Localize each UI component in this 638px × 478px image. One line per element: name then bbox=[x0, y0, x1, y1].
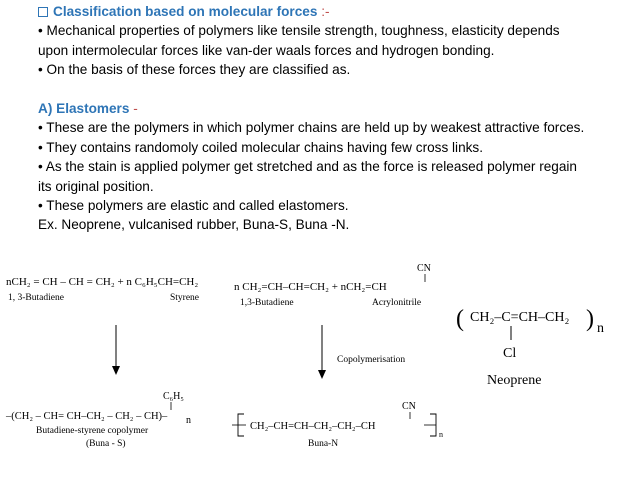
styrene-label: Styrene bbox=[170, 293, 200, 303]
cn-group: CN bbox=[417, 263, 431, 274]
section-heading: Classification based on molecular forces bbox=[53, 4, 318, 19]
buna-n-product-label: Buna-N bbox=[308, 439, 339, 449]
buna-s-arrowhead bbox=[112, 366, 120, 375]
bullet-line: • On the basis of these forces they are classified as. bbox=[38, 62, 351, 78]
right-paren: ) bbox=[586, 306, 594, 332]
example-line: Ex. Neoprene, vulcanised rubber, Buna-S, Buna -N. bbox=[38, 217, 350, 233]
heading-suffix: :- bbox=[317, 4, 330, 19]
buna-s-product-label: Butadiene-styrene copolymer bbox=[36, 426, 149, 436]
acrylonitrile-label: Acrylonitrile bbox=[372, 298, 422, 308]
neoprene-label: Neoprene bbox=[487, 373, 542, 388]
copolymerisation-label: Copolymerisation bbox=[337, 355, 406, 365]
subheading-suffix: - bbox=[129, 101, 138, 117]
elastomers-heading: A) Elastomers bbox=[38, 101, 130, 117]
buna-n-reaction: n CH₂=CH–CH=CH₂ + nCH₂=CH bbox=[234, 281, 387, 293]
elastomer-line: • These polymers are elastic and called elastomers. bbox=[38, 198, 349, 214]
buna-n-product: CH₂–CH=CH–CH₂–CH₂–CH bbox=[250, 421, 376, 432]
chlorine-substituent: Cl bbox=[503, 346, 517, 361]
left-paren: ( bbox=[456, 306, 464, 332]
neoprene-formula: CH₂–C=CH–CH₂ bbox=[470, 310, 570, 325]
elastomer-line: • They contains randomoly coiled molecular chains having few cross links. bbox=[38, 139, 484, 155]
elastomer-line: its original position. bbox=[38, 178, 154, 194]
neoprene-structure bbox=[456, 306, 604, 388]
buna-s-product: –(CH₂ – CH= CH–CH₂ – CH₂ – CH)– bbox=[6, 411, 168, 422]
bullet-line: upon intermolecular forces like van-der waals forces and hydrogen bonding. bbox=[38, 42, 495, 58]
phenyl-substituent: C₆H₅ bbox=[163, 391, 184, 402]
elastomer-line: • These are the polymers in which polymer chains are held up by weakest attractive forces. bbox=[38, 120, 585, 136]
butadiene-label: 1,3-Butadiene bbox=[240, 298, 294, 308]
buna-s-scheme bbox=[5, 276, 199, 449]
subscript-n: n bbox=[597, 321, 604, 336]
buna-n-scheme bbox=[232, 263, 443, 449]
subscript-n: n bbox=[186, 415, 191, 426]
cn-group-product: CN bbox=[402, 401, 416, 412]
subscript-n: n bbox=[439, 430, 443, 439]
buna-s-reaction: nCH₂ = CH – CH = CH₂ + n C₆H₅CH=CH₂ bbox=[6, 276, 199, 288]
bullet-line: • Mechanical properties of polymers like tensile strength, toughness, elasticity depends bbox=[38, 23, 560, 39]
elastomer-line: • As the stain is applied polymer get stretched and as the force is released polymer regain bbox=[38, 159, 577, 175]
butadiene-label: 1, 3-Butadiene bbox=[8, 293, 64, 303]
buna-s-short-label: (Buna - S) bbox=[86, 439, 126, 449]
buna-n-arrowhead bbox=[318, 370, 326, 379]
